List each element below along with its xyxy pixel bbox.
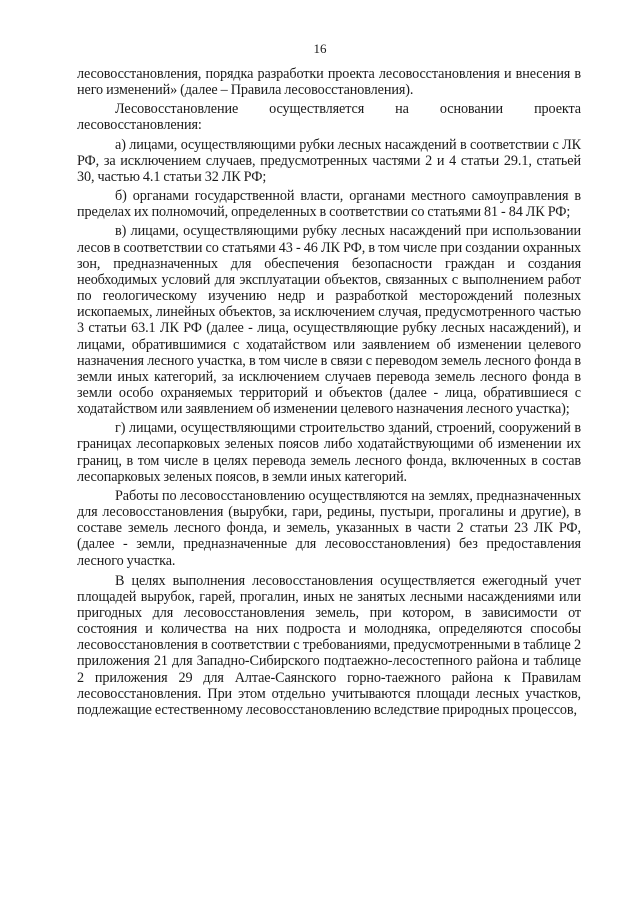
paragraph-intro: Лесовосстановление осуществляется на основании проекта лесовосстановления:: [77, 101, 581, 134]
list-item-g: г) лицами, осуществляющими строительство зданий, строений, сооружений в границах лесопарковых зеленых поясов либо ходатайствующими об изменении их границ, в том числе в целях перевода земель лесного фонда, включенных в состав лесопарковых зеленых поясов, в земли иных категорий.: [77, 420, 581, 485]
paragraph-continuation: лесовосстановления, порядка разработки проекта лесовосстановления и внесения в него изменений» (далее – Правила лесовосстановления).: [77, 66, 581, 99]
page-number: 16: [313, 41, 327, 56]
paragraph-accounting: В целях выполнения лесовосстановления осуществляется ежегодный учет площадей вырубок, гарей, прогалин, иных не занятых лесными насаждениями или пригодных для лесовосстановления земель, при котором, в зависимости от состояния и количества на них подроста и молодняка, определяются способы лесовосстановления в соответствии с требованиями, предусмотренными в таблице 2 приложения 21 для Западно-Сибирского подтаежно-лесостепного района и таблице 2 приложения 29 для Алтае-Саянского горно-таежного района к Правилам лесовосстановления. При этом отдельно учитываются площади лесных участков, подлежащие естественному лесовосстановлению вследствие природных процессов,: [77, 572, 581, 718]
list-item-v: в) лицами, осуществляющими рубку лесных насаждений при использовании лесов в соответствии со статьями 43 - 46 ЛК РФ, в том числе при создании охранных зон, предназначенных для обеспечения безопасности граждан и создания необходимых условий для эксплуатации объектов, связанных с выполнением работ по геологическому изучению недр и разработкой месторождений полезных ископаемых, линейных объектов, за исключением случая, предусмотренного частью 3 статьи 63.1 ЛК РФ (далее - лица, осуществляющие рубку лесных насаждений), и лицами, обратившимися с ходатайством или заявлением об изменении целевого назначения лесного участка, в том числе в связи с переводом земель лесного фонда в земли иных категорий, за исключением случаев перевода земель лесного фонда в земли особо охраняемых территорий и объектов (далее - лица, обратившиеся с ходатайством или заявлением об изменении целевого назначения лесного участка);: [77, 223, 581, 418]
list-item-b: б) органами государственной власти, органами местного самоуправления в пределах их полномочий, определенных в соответствии со статьями 81 - 84 ЛК РФ;: [77, 188, 581, 221]
paragraph-works: Работы по лесовосстановлению осуществляются на землях, предназначенных для лесовосстановления (вырубки, гари, редины, пустыри, прогалины и другие), в составе земель лесного фонда, и земель, указанных в части 2 статьи 23 ЛК РФ, (далее - земли, предназначенные для лесовосстановления) без предоставления лесного участка.: [77, 487, 581, 569]
list-item-a: а) лицами, осуществляющими рубки лесных насаждений в соответствии с ЛК РФ, за исключением случаев, предусмотренных частями 2 и 4 статьи 29.1, статьей 30, частью 4.1 статьи 32 ЛК РФ;: [77, 136, 581, 185]
document-body: [77, 66, 581, 718]
